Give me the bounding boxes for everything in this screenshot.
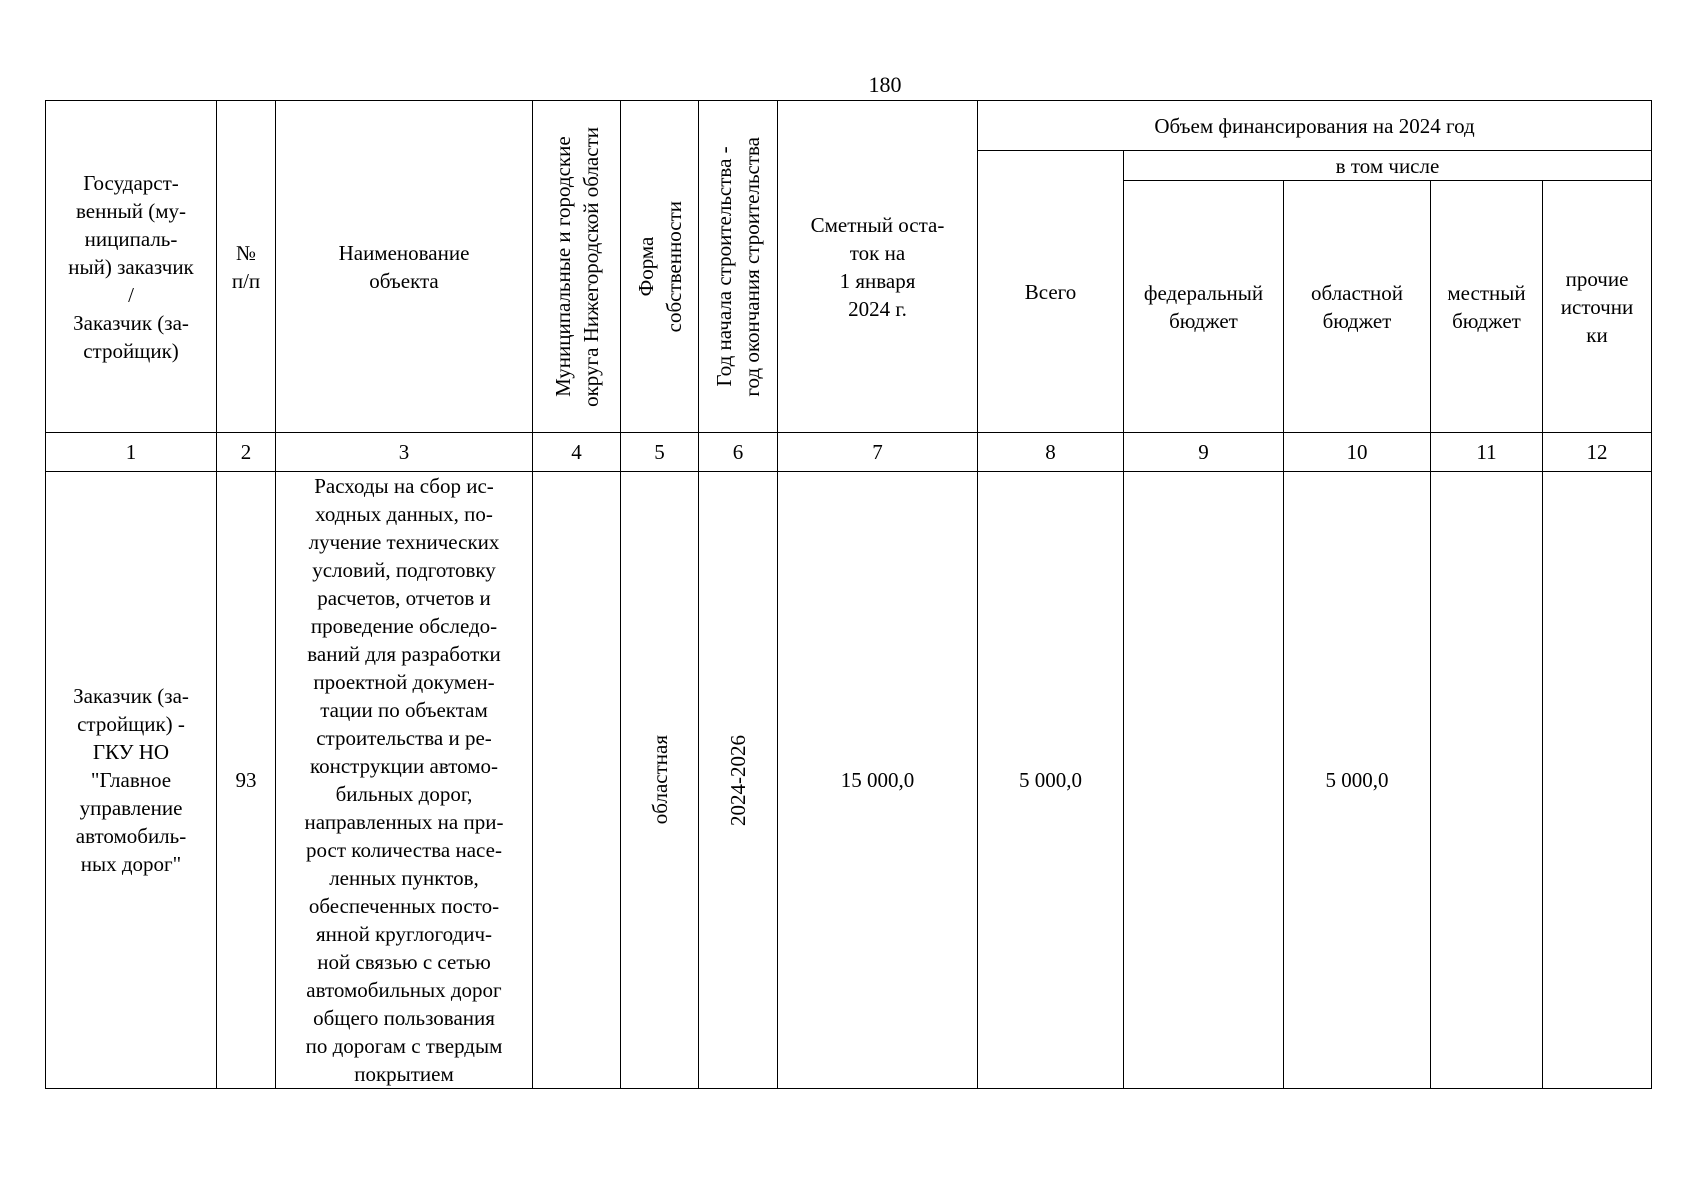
column-number: 6: [699, 433, 778, 472]
column-number: 8: [978, 433, 1124, 472]
header-customer: Государст- венный (му- ниципаль- ный) заказчик / Заказчик (за- стройщик): [46, 101, 217, 433]
header-number: № п/п: [217, 101, 276, 433]
cell-ownership: [621, 472, 699, 1089]
header-years: [699, 101, 778, 433]
cell-customer: Заказчик (за- стройщик) - ГКУ НО "Главное управление автомобиль- ных дорог": [46, 472, 217, 1089]
column-number: 10: [1284, 433, 1431, 472]
column-number: 1: [46, 433, 217, 472]
column-number: 5: [621, 433, 699, 472]
header-object-name: Наименование объекта: [276, 101, 533, 433]
column-number: 9: [1124, 433, 1284, 472]
cell-other: [1543, 472, 1652, 1089]
column-number: 11: [1431, 433, 1543, 472]
column-number: 7: [778, 433, 978, 472]
column-number: 3: [276, 433, 533, 472]
header-other: прочие источни ки: [1543, 181, 1652, 433]
header-federal: федеральный бюджет: [1124, 181, 1284, 433]
cell-ownership-text: областная: [647, 735, 672, 825]
header-row-main: [46, 101, 1652, 151]
cell-years-text: 2024-2026: [726, 734, 750, 826]
header-regional: областной бюджет: [1284, 181, 1431, 433]
header-ownership: [621, 101, 699, 433]
header-estimate: Сметный оста- ток на 1 января 2024 г.: [778, 101, 978, 433]
page-number: 180: [868, 72, 902, 97]
header-district: [533, 101, 621, 433]
column-number-row: [46, 433, 1652, 472]
table-row: [46, 472, 1652, 1089]
cell-regional: 5 000,0: [1284, 472, 1431, 1089]
header-years-text: Год начала строительства - год окончания строительства: [712, 136, 764, 397]
column-number: 2: [217, 433, 276, 472]
header-ownership-text: Форма собственности: [633, 200, 686, 333]
cell-number: 93: [217, 472, 276, 1089]
column-number: 12: [1543, 433, 1652, 472]
column-number: 4: [533, 433, 621, 472]
cell-district: [533, 472, 621, 1089]
cell-years: [699, 472, 778, 1089]
cell-object-name: Расходы на сбор ис- ходных данных, по- лучение технических условий, подготовку расчетов, отчетов и проведение обследо- ваний для разработки проектной докумен- тации по объектам строительства и ре- конструкции автомо- бильных дорог, направленных на при- рост количества насе- ленных пунктов, обеспеченных посто- янной круглогодич- ной связью с сетью автомобильных дорог общего пользования по дорогам с твердым покрытием: [276, 472, 533, 1089]
header-including: в том числе: [1124, 151, 1652, 181]
cell-federal: [1124, 472, 1284, 1089]
cell-estimate: 15 000,0: [778, 472, 978, 1089]
header-district-text: Муниципальные и городские округа Нижегородской области: [550, 126, 603, 407]
header-financing: Объем финансирования на 2024 год: [978, 101, 1652, 151]
header-total: Всего: [978, 151, 1124, 433]
financing-table: [45, 100, 1652, 1089]
header-local: местный бюджет: [1431, 181, 1543, 433]
cell-local: [1431, 472, 1543, 1089]
cell-total: 5 000,0: [978, 472, 1124, 1089]
